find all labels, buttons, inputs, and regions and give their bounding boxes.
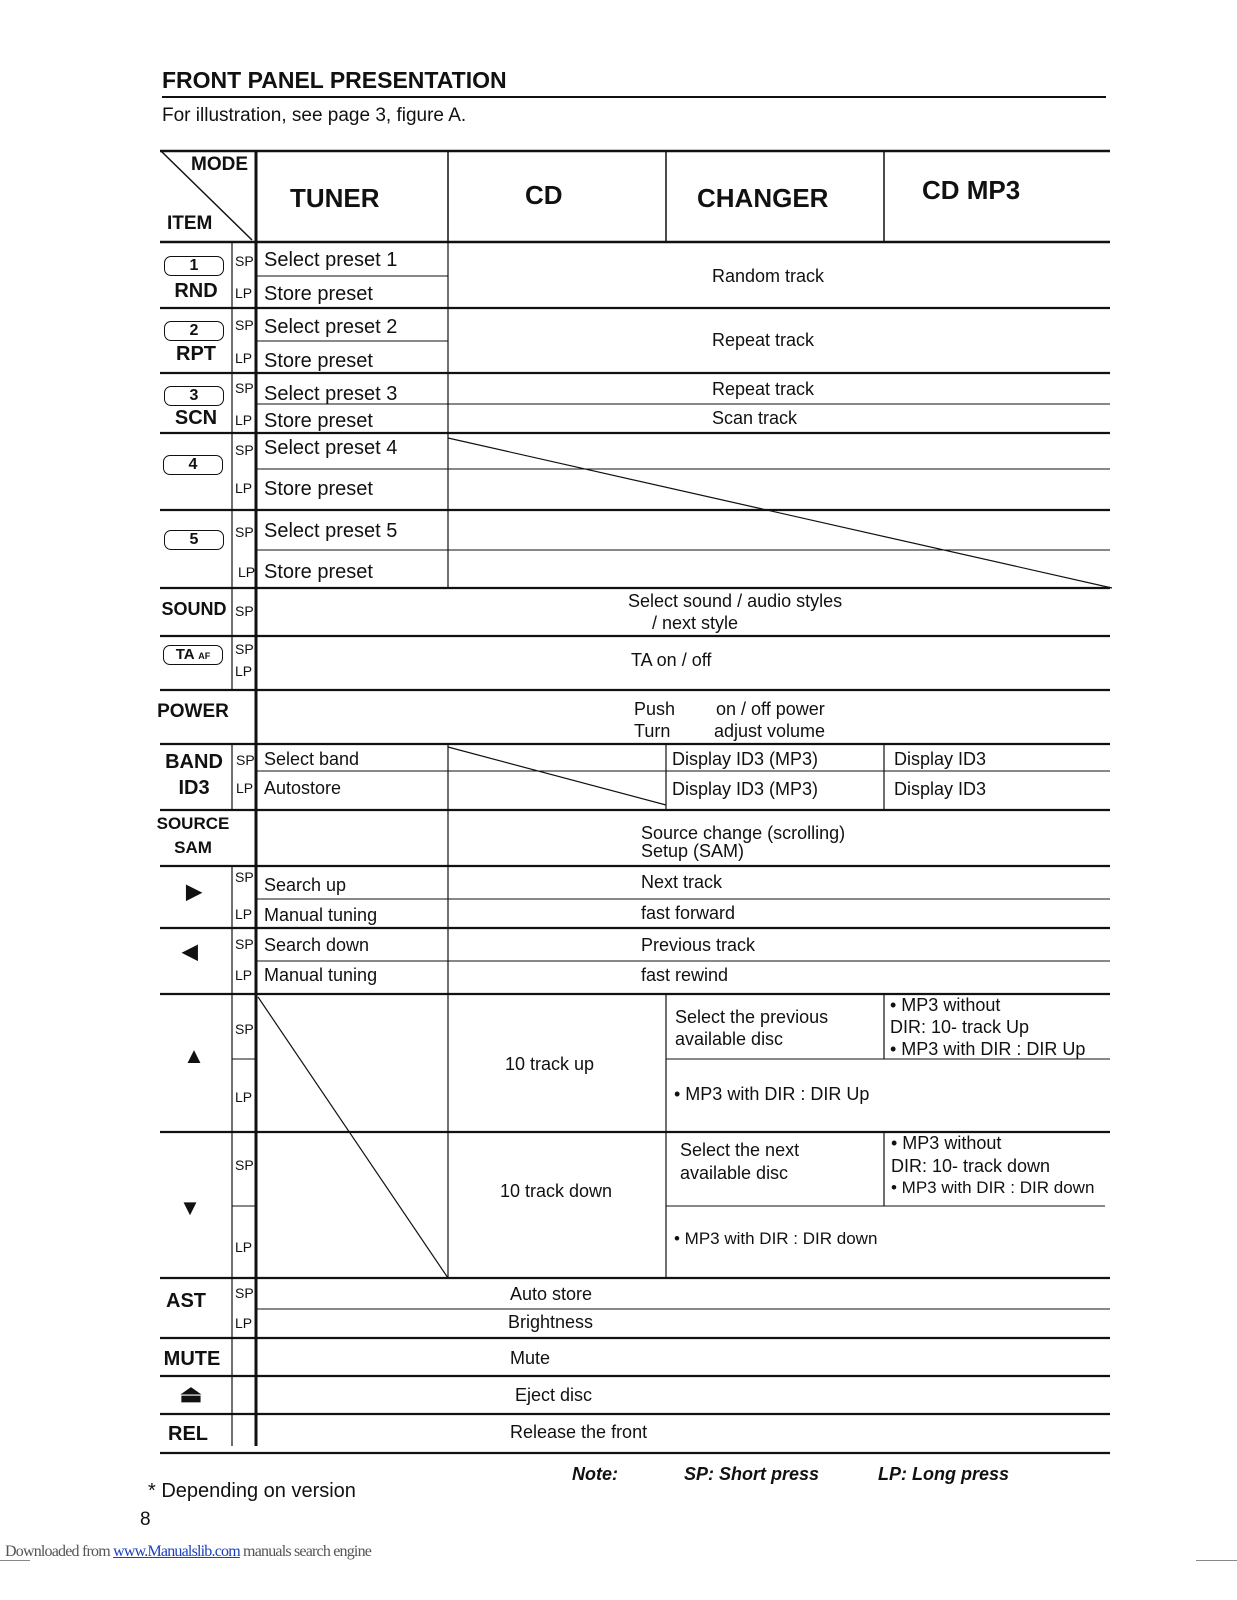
right-lp-other: fast forward: [641, 903, 736, 923]
lp-label: LP: [236, 780, 254, 796]
ast-sp: Auto store: [510, 1284, 593, 1304]
header-col-cd: CD: [525, 180, 563, 210]
download-footer: [5, 1543, 371, 1561]
footnote: * Depending on version: [148, 1480, 356, 1502]
scn-lp-other: Scan track: [712, 408, 798, 428]
sp-label: SP: [235, 869, 254, 885]
item-rnd: RND: [174, 280, 218, 302]
up-arrow-icon: ▲: [183, 1043, 205, 1068]
band-sp-changer: Display ID3 (MP3): [672, 749, 819, 769]
up-sp-mp3-1: • MP3 without: [890, 995, 1001, 1015]
header-col-tuner: TUNER: [290, 183, 380, 213]
na-diagonal-band: [448, 747, 666, 805]
rpt-lp-tuner: Store preset: [264, 350, 373, 372]
header-mode: MODE: [191, 154, 248, 175]
right-arrow-icon: ▶: [186, 881, 202, 903]
source-line1: Source change (scrolling): [641, 823, 846, 843]
footer-rule-right: [1196, 1560, 1237, 1561]
item-id3: ID3: [178, 777, 210, 799]
scn-lp-tuner: Store preset: [264, 410, 373, 432]
scn-sp-tuner: Select preset 3: [264, 383, 398, 405]
footer-prefix: Downloaded from: [5, 1543, 110, 1560]
rel-text: Release the front: [510, 1422, 648, 1442]
sp-label: SP: [235, 936, 254, 952]
rpt-other: Repeat track: [712, 330, 815, 350]
up-sp-changer-2: available disc: [675, 1029, 784, 1049]
rnd-other: Random track: [712, 266, 825, 286]
lp-label: LP: [235, 967, 253, 983]
down-sp-changer-1: Select the next: [680, 1140, 800, 1160]
up-sp-mp3-3: • MP3 with DIR : DIR Up: [890, 1039, 1086, 1059]
power-push-text: on / off power: [716, 699, 825, 719]
sp-label: SP: [235, 641, 254, 657]
sp-label: SP: [235, 317, 254, 333]
manualslib-link[interactable]: www.Manualslib.com: [113, 1543, 240, 1560]
item-power: POWER: [157, 701, 229, 722]
lp-label: LP: [235, 1239, 253, 1255]
item-sound: SOUND: [161, 599, 227, 619]
header-item: ITEM: [167, 213, 213, 234]
power-turn-text: adjust volume: [714, 721, 826, 741]
page-number: 8: [140, 1509, 151, 1530]
eject-icon: ⏏: [179, 1381, 203, 1408]
na-diagonal-updown: [258, 997, 448, 1278]
sp-label: SP: [235, 1021, 254, 1037]
left-sp-tuner: Search down: [264, 935, 370, 955]
down-sp-changer-2: available disc: [680, 1163, 789, 1183]
sp-label: SP: [235, 524, 254, 540]
lp-label: LP: [235, 285, 253, 301]
up-sp-changer-1: Select the previous: [675, 1007, 829, 1027]
power-turn: Turn: [634, 721, 671, 741]
lp-label: LP: [235, 480, 253, 496]
sp-label: SP: [235, 1157, 254, 1173]
item-rpt: RPT: [176, 343, 216, 365]
rnd-sp-tuner: Select preset 1: [264, 249, 398, 271]
ta-text: TA on / off: [631, 650, 712, 670]
left-lp-tuner: Manual tuning: [264, 965, 378, 985]
power-push: Push: [634, 699, 676, 719]
up-cd: 10 track up: [505, 1054, 595, 1074]
rnd-lp-tuner: Store preset: [264, 283, 373, 305]
sp-label: SP: [235, 1285, 254, 1301]
lp-label: LP: [235, 1315, 253, 1331]
p4-sp-tuner: Select preset 4: [264, 437, 398, 459]
band-lp-mp3: Display ID3: [894, 779, 987, 799]
header-col-changer: CHANGER: [697, 183, 829, 213]
item-rel: REL: [168, 1423, 208, 1445]
note-sp: SP: Short press: [684, 1464, 820, 1484]
right-lp-tuner: Manual tuning: [264, 905, 378, 925]
right-sp-other: Next track: [641, 872, 723, 892]
source-line2: Setup (SAM): [641, 841, 745, 861]
mute-text: Mute: [510, 1348, 551, 1368]
item-sam: SAM: [174, 838, 212, 857]
down-cd: 10 track down: [500, 1181, 613, 1201]
item-ast: AST: [166, 1290, 206, 1312]
band-sp-mp3: Display ID3: [894, 749, 987, 769]
lp-label: LP: [235, 412, 253, 428]
key-2-button: 2: [164, 321, 224, 341]
item-band: BAND: [165, 751, 223, 773]
scn-sp-other: Repeat track: [712, 379, 815, 399]
item-scn: SCN: [174, 407, 218, 429]
page-title: FRONT PANEL PRESENTATION: [162, 67, 507, 93]
rpt-sp-tuner: Select preset 2: [264, 316, 398, 338]
key-4-button: 4: [163, 455, 223, 475]
left-sp-other: Previous track: [641, 935, 756, 955]
note-lp: LP: Long press: [878, 1464, 1010, 1484]
right-sp-tuner: Search up: [264, 875, 347, 895]
ta-af-button: TA AF: [163, 645, 223, 665]
page-subtitle: For illustration, see page 3, figure A.: [162, 105, 467, 126]
left-arrow-icon: ◀: [182, 941, 198, 963]
band-sp-tuner: Select band: [264, 749, 360, 769]
lp-label: LP: [235, 1089, 253, 1105]
down-lp: • MP3 with DIR : DIR down: [674, 1229, 878, 1248]
footer-suffix: manuals search engine: [243, 1543, 372, 1560]
sp-label: SP: [235, 380, 254, 396]
sound-line2: / next style: [652, 613, 739, 633]
footer-rule-left: [0, 1560, 30, 1561]
lp-label: LP: [235, 350, 253, 366]
eject-text: Eject disc: [515, 1385, 593, 1405]
p4-lp-tuner: Store preset: [264, 478, 373, 500]
item-mute: MUTE: [163, 1348, 221, 1370]
down-arrow-icon: ▼: [179, 1195, 201, 1220]
p5-lp-tuner: Store preset: [264, 561, 373, 583]
up-lp: • MP3 with DIR : DIR Up: [674, 1084, 870, 1104]
key-5-button: 5: [164, 530, 224, 550]
up-sp-mp3-2: DIR: 10- track Up: [890, 1017, 1030, 1037]
lp-label: LP: [235, 906, 253, 922]
sp-label: SP: [235, 442, 254, 458]
sp-label: SP: [235, 253, 254, 269]
p5-sp-tuner: Select preset 5: [264, 520, 398, 542]
lp-label: LP: [235, 663, 253, 679]
key-3-button: 3: [164, 386, 224, 406]
note-label: Note:: [572, 1464, 618, 1484]
sound-line1: Select sound / audio styles: [628, 591, 843, 611]
key-1-button: 1: [164, 256, 224, 276]
down-sp-mp3-3: • MP3 with DIR : DIR down: [891, 1178, 1095, 1197]
left-lp-other: fast rewind: [641, 965, 729, 985]
down-sp-mp3-1: • MP3 without: [891, 1133, 1002, 1153]
header-col-cdmp3: CD MP3: [922, 175, 1021, 205]
na-diagonal-presets: [448, 438, 1112, 588]
lp-label: LP: [238, 564, 256, 580]
sp-label: SP: [236, 752, 255, 768]
item-source: SOURCE: [156, 814, 230, 833]
band-lp-changer: Display ID3 (MP3): [672, 779, 819, 799]
band-lp-tuner: Autostore: [264, 778, 342, 798]
ast-lp: Brightness: [508, 1312, 594, 1332]
sp-label: SP: [235, 603, 254, 619]
down-sp-mp3-2: DIR: 10- track down: [891, 1156, 1051, 1176]
